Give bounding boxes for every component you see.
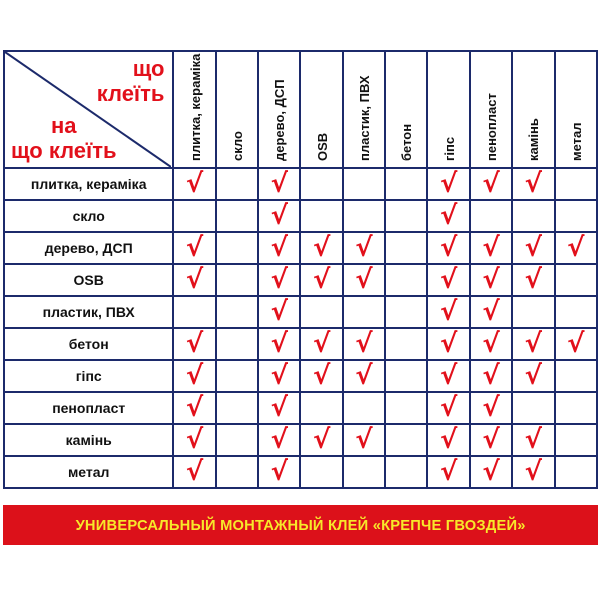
check-mark-cell: √ <box>427 200 469 232</box>
column-header <box>427 51 469 168</box>
corner-what-glues <box>97 56 165 106</box>
empty-cell <box>385 392 427 424</box>
row-header: плитка, кераміка <box>4 168 173 200</box>
empty-cell <box>512 392 554 424</box>
table-row <box>4 200 597 232</box>
empty-cell <box>343 456 385 488</box>
check-mark-cell: √ <box>258 424 300 456</box>
empty-cell <box>385 168 427 200</box>
empty-cell <box>300 392 342 424</box>
empty-cell <box>555 200 597 232</box>
check-mark-cell: √ <box>427 264 469 296</box>
check-mark-cell: √ <box>427 360 469 392</box>
empty-cell <box>216 456 258 488</box>
column-header-label: OSB <box>314 132 330 161</box>
corner-top-line1: що <box>132 56 165 81</box>
empty-cell <box>385 328 427 360</box>
check-mark-cell: √ <box>470 392 512 424</box>
column-header <box>385 51 427 168</box>
check-mark-cell: √ <box>300 264 342 296</box>
corner-bottom-line2: що клеїть <box>11 138 117 163</box>
corner-bottom-line1: на <box>50 113 77 138</box>
table-row <box>4 168 597 200</box>
footer-title: УНИВЕРСАЛЬНЫЙ МОНТАЖНЫЙ КЛЕЙ «КРЕПЧЕ ГВОЗДЕЙ» <box>75 516 526 534</box>
check-mark-cell: √ <box>470 328 512 360</box>
check-mark-cell: √ <box>427 456 469 488</box>
empty-cell <box>343 200 385 232</box>
column-header-label: плитка, кераміка <box>187 53 203 161</box>
empty-cell <box>300 296 342 328</box>
empty-cell <box>512 200 554 232</box>
table-row <box>4 392 597 424</box>
check-mark-cell: √ <box>258 296 300 328</box>
check-mark-cell: √ <box>173 168 215 200</box>
table-body <box>4 168 597 488</box>
column-header <box>343 51 385 168</box>
empty-cell <box>216 296 258 328</box>
check-mark-cell: √ <box>512 264 554 296</box>
empty-cell <box>512 296 554 328</box>
empty-cell <box>216 360 258 392</box>
column-header-label: пластик, ПВХ <box>356 75 372 161</box>
empty-cell <box>385 360 427 392</box>
check-mark-cell: √ <box>470 232 512 264</box>
check-mark-cell: √ <box>470 296 512 328</box>
check-mark-cell: √ <box>427 328 469 360</box>
check-mark-cell: √ <box>258 392 300 424</box>
empty-cell <box>216 328 258 360</box>
check-mark-cell: √ <box>427 168 469 200</box>
check-mark-cell: √ <box>512 424 554 456</box>
column-header-label: камінь <box>526 118 542 161</box>
check-mark-cell: √ <box>343 232 385 264</box>
empty-cell <box>555 456 597 488</box>
empty-cell <box>343 168 385 200</box>
empty-cell <box>555 264 597 296</box>
check-mark-cell: √ <box>555 328 597 360</box>
corner-onto-what <box>11 113 117 163</box>
empty-cell <box>385 296 427 328</box>
empty-cell <box>173 296 215 328</box>
column-header <box>512 51 554 168</box>
check-mark-cell: √ <box>555 232 597 264</box>
check-mark-cell: √ <box>470 168 512 200</box>
row-header: пенопласт <box>4 392 173 424</box>
check-mark-cell: √ <box>427 392 469 424</box>
column-header-label: дерево, ДСП <box>272 79 288 161</box>
column-header <box>173 51 215 168</box>
empty-cell <box>216 424 258 456</box>
check-mark-cell: √ <box>173 424 215 456</box>
check-mark-cell: √ <box>470 424 512 456</box>
empty-cell <box>385 264 427 296</box>
empty-cell <box>385 456 427 488</box>
check-mark-cell: √ <box>173 264 215 296</box>
check-mark-cell: √ <box>470 456 512 488</box>
empty-cell <box>343 296 385 328</box>
table-row <box>4 232 597 264</box>
corner-top-line2: клеїть <box>96 81 165 106</box>
check-mark-cell: √ <box>300 360 342 392</box>
empty-cell <box>300 200 342 232</box>
column-header-label: метал <box>568 122 584 161</box>
footer-banner <box>3 505 598 545</box>
check-mark-cell: √ <box>258 264 300 296</box>
check-mark-cell: √ <box>300 232 342 264</box>
empty-cell <box>343 392 385 424</box>
column-header <box>555 51 597 168</box>
row-header: гіпс <box>4 360 173 392</box>
empty-cell <box>385 232 427 264</box>
check-mark-cell: √ <box>173 328 215 360</box>
check-mark-cell: √ <box>427 424 469 456</box>
table-row <box>4 360 597 392</box>
column-header <box>258 51 300 168</box>
empty-cell <box>555 392 597 424</box>
empty-cell <box>555 360 597 392</box>
row-header: камінь <box>4 424 173 456</box>
row-header: пластик, ПВХ <box>4 296 173 328</box>
empty-cell <box>216 264 258 296</box>
check-mark-cell: √ <box>258 456 300 488</box>
corner-cell <box>4 51 173 168</box>
check-mark-cell: √ <box>512 328 554 360</box>
row-header: дерево, ДСП <box>4 232 173 264</box>
check-mark-cell: √ <box>343 264 385 296</box>
table-row <box>4 264 597 296</box>
check-mark-cell: √ <box>173 456 215 488</box>
check-mark-cell: √ <box>512 232 554 264</box>
header-row <box>4 51 597 168</box>
check-mark-cell: √ <box>512 168 554 200</box>
column-header-label: скло <box>229 131 245 161</box>
empty-cell <box>216 200 258 232</box>
check-mark-cell: √ <box>343 360 385 392</box>
empty-cell <box>555 296 597 328</box>
check-mark-cell: √ <box>470 264 512 296</box>
check-mark-cell: √ <box>343 424 385 456</box>
check-mark-cell: √ <box>300 424 342 456</box>
row-header: метал <box>4 456 173 488</box>
row-header: OSB <box>4 264 173 296</box>
row-header: скло <box>4 200 173 232</box>
check-mark-cell: √ <box>258 360 300 392</box>
table-row <box>4 328 597 360</box>
empty-cell <box>385 424 427 456</box>
check-mark-cell: √ <box>427 232 469 264</box>
check-mark-cell: √ <box>470 360 512 392</box>
check-mark-cell: √ <box>427 296 469 328</box>
empty-cell <box>173 200 215 232</box>
table-row <box>4 456 597 488</box>
table-row <box>4 296 597 328</box>
empty-cell <box>385 200 427 232</box>
empty-cell <box>555 424 597 456</box>
check-mark-cell: √ <box>258 232 300 264</box>
compatibility-table <box>3 50 598 489</box>
column-header-label: пенопласт <box>484 93 499 161</box>
check-mark-cell: √ <box>173 232 215 264</box>
empty-cell <box>216 392 258 424</box>
check-mark-cell: √ <box>258 200 300 232</box>
empty-cell <box>216 168 258 200</box>
column-header <box>470 51 512 168</box>
check-mark-cell: √ <box>343 328 385 360</box>
empty-cell <box>300 168 342 200</box>
empty-cell <box>216 232 258 264</box>
row-header: бетон <box>4 328 173 360</box>
check-mark-cell: √ <box>512 360 554 392</box>
check-mark-cell: √ <box>258 328 300 360</box>
column-header <box>216 51 258 168</box>
column-header <box>300 51 342 168</box>
check-mark-cell: √ <box>258 168 300 200</box>
check-mark-cell: √ <box>512 456 554 488</box>
check-mark-cell: √ <box>173 360 215 392</box>
column-header-label: гіпс <box>441 136 457 161</box>
empty-cell <box>470 200 512 232</box>
empty-cell <box>555 168 597 200</box>
column-header-label: бетон <box>399 123 415 161</box>
check-mark-cell: √ <box>300 328 342 360</box>
empty-cell <box>300 456 342 488</box>
check-mark-cell: √ <box>173 392 215 424</box>
table-row <box>4 424 597 456</box>
